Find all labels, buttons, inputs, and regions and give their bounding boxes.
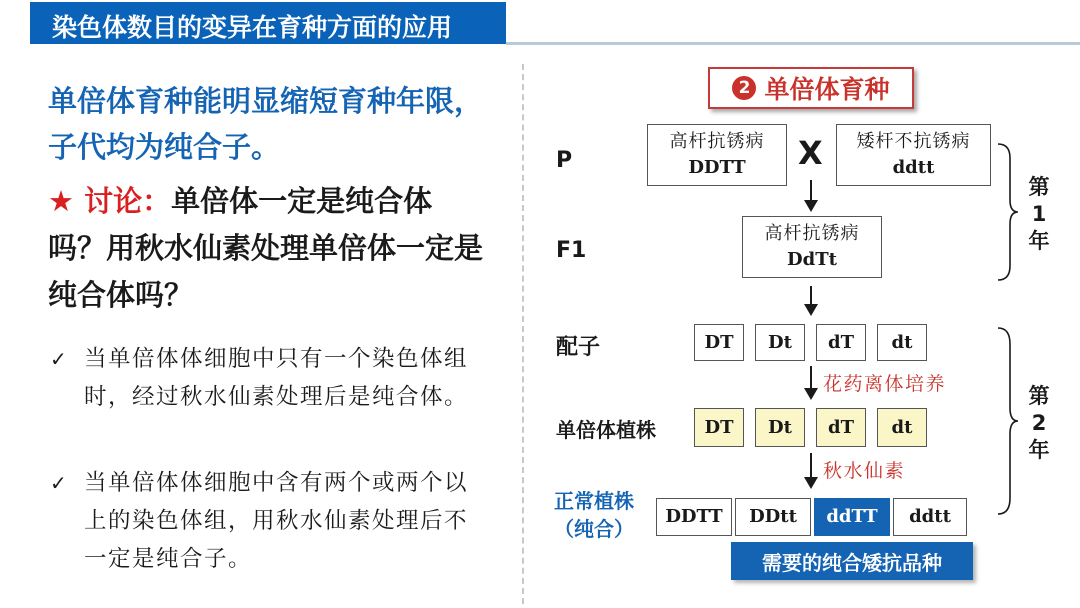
arrow-haploid-to-normal [810,453,812,487]
parent-box-2 [836,124,991,186]
parent-2-trait: 矮杆不抗锈病 [856,131,971,152]
parent-box-1 [647,124,787,186]
page-title: 染色体数目的变异在育种方面的应用 [52,13,453,42]
row-label-haploid: 单倍体植株 [556,418,656,442]
title-banner [30,2,506,44]
star-icon: ★ [48,184,74,218]
row-label-f1: F1 [556,238,587,263]
title-bar [0,0,1080,50]
title-underline [506,42,1080,45]
year-2-char: 第 [1028,384,1050,408]
number-badge: 2 [732,76,756,100]
gamete-box: dT [816,324,866,361]
discussion-label: 讨论： [84,184,172,218]
diagram-title [708,67,914,109]
normal-plant-box: DDTT [656,498,732,536]
f1-trait: 高杆抗锈病 [764,223,860,244]
haploid-box: dT [816,408,866,447]
year-1-char: 年 [1028,229,1050,253]
check-icon: ✓ [50,347,67,371]
answer-text-2: 当单倍体体细胞中含有两个或两个以上的染色体组，用秋水仙素处理后不一定是纯合子。 [84,470,469,572]
normal-plant-box: ddtt [893,498,967,536]
gamete-box: Dt [755,324,805,361]
gamete-box: DT [694,324,744,361]
result-banner: 需要的纯合矮抗品种 [731,542,973,580]
gamete-box: dt [877,324,927,361]
parent-1-genotype: DDTT [688,157,746,178]
year-1-char: 第 [1028,175,1050,199]
brace-year-1 [996,142,1020,282]
arrow-p-to-f1 [810,180,812,210]
diagram-title-text: 单倍体育种 [764,75,890,104]
year-2-label [1024,383,1054,464]
year-2-char: 年 [1028,438,1050,462]
arrow-f1-to-gametes [810,286,812,314]
year-1-label [1024,174,1054,255]
check-icon: ✓ [50,471,67,495]
parent-1-trait: 高杆抗锈病 [669,131,765,152]
step-anther-culture: 花药离体培养 [823,373,947,395]
answer-point-2 [48,464,478,578]
row-label-p: P [556,148,573,173]
year-1-char: 1 [1031,202,1047,226]
row-label-normal-line2: （纯合） [554,517,634,541]
year-2-char: 2 [1031,411,1047,435]
answer-point-1 [48,340,478,416]
cross-symbol: X [798,134,823,172]
row-label-normal [554,487,634,543]
normal-plant-box-selected: ddTT [814,498,890,536]
column-divider [522,64,524,604]
arrow-gametes-to-haploid [810,366,812,398]
brace-year-2 [996,326,1020,516]
haploid-box: DT [694,408,744,447]
f1-genotype: DdTt [787,249,837,270]
f1-box [742,216,882,278]
answer-text-1: 当单倍体体细胞中只有一个染色体组时，经过秋水仙素处理后是纯合体。 [84,346,469,410]
haploid-box: dt [877,408,927,447]
haploid-box: Dt [755,408,805,447]
discussion-text: 单倍体一定是纯合体吗？用秋水仙素处理单倍体一定是纯合体吗？ [48,184,484,312]
row-label-gametes: 配子 [556,335,601,360]
discussion-question [48,178,488,319]
row-label-normal-line1: 正常植株 [554,489,634,513]
lead-statement: 单倍体育种能明显缩短育种年限，子代均为纯合子。 [48,84,484,164]
step-colchicine: 秋水仙素 [823,460,906,482]
parent-2-genotype: ddtt [892,157,935,178]
normal-plant-box: DDtt [735,498,811,536]
